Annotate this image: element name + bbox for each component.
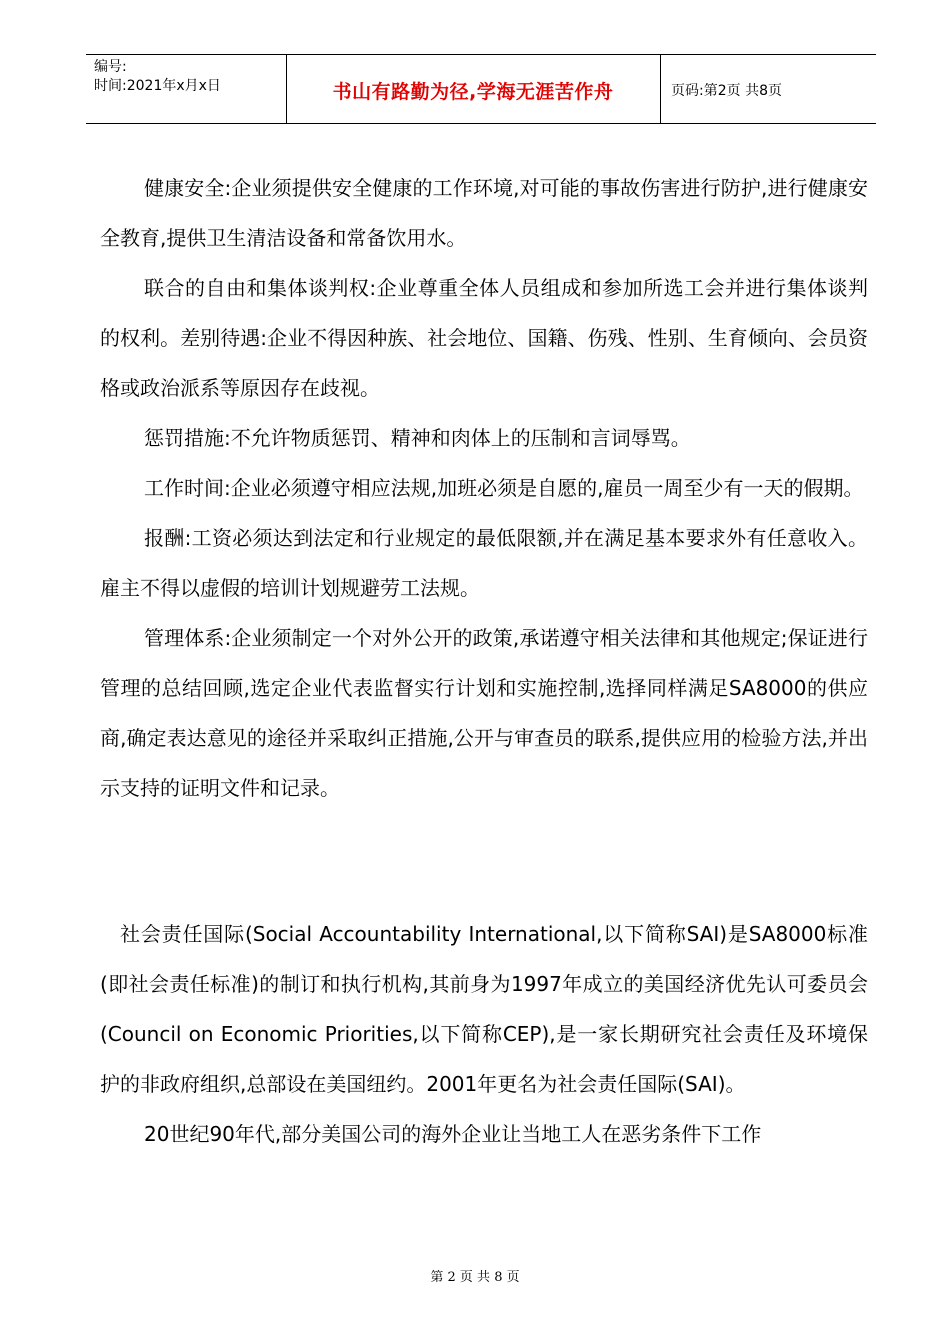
- paragraph-1990s: 20世纪90年代,部分美国公司的海外企业让当地工人在恶劣条件下工作: [144, 1122, 762, 1146]
- paragraph-association-discrimination: 联合的自由和集体谈判权:企业尊重全体人员组成和参加所选工会并进行集体谈判的权利。差别待遇:企业不得因种族、社会地位、国籍、伤残、性别、生育倾向、会员资格或政治派系等原因存在歧视。: [100, 276, 868, 400]
- document-date: 时间:2021年x月x日: [94, 78, 221, 94]
- section-gap: [100, 813, 868, 909]
- paragraph-compensation: 报酬:工资必须达到法定和行业规定的最低限额,并在满足基本要求外有任意收入。雇主不得以虚假的培训计划规避劳工法规。: [100, 526, 868, 600]
- paragraph-health-safety: 健康安全:企业须提供安全健康的工作环境,对可能的事故伤害进行防护,进行健康安全教育,提供卫生清洁设备和常备饮用水。: [100, 176, 868, 250]
- paragraph-discipline: 惩罚措施:不允许物质惩罚、精神和肉体上的压制和言词辱骂。: [144, 426, 691, 450]
- header-motto-cell: [286, 55, 661, 123]
- header-motto: 书山有路勤为径,学海无涯苦作舟: [332, 81, 614, 103]
- document-body: [100, 163, 868, 1159]
- header-page-info: 页码:第2页 共8页: [671, 83, 782, 99]
- page-header: [86, 54, 876, 124]
- paragraph-working-hours: 工作时间:企业必须遵守相应法规,加班必须是自愿的,雇员一周至少有一天的假期。: [144, 476, 864, 500]
- paragraph-sai-intro: 社会责任国际(Social Accountability International,以下简称SAI)是SA8000标准(即社会责任标准)的制订和执行机构,其前身为1997年成立的美国经济优先认可委员会(Council on Economic Priorities,以下简称CEP),是一家长期研究社会责任及环境保护的非政府组织,总部设在美国纽约。2001年更名为社会责任国际(SAI)。: [100, 922, 868, 1096]
- document-number-label: 编号:: [94, 59, 127, 75]
- page-footer: 第 2 页 共 8 页: [430, 1270, 520, 1285]
- header-page-cell: [661, 55, 876, 123]
- header-meta: [86, 55, 287, 123]
- paragraph-management-system: 管理体系:企业须制定一个对外公开的政策,承诺遵守相关法律和其他规定;保证进行管理的总结回顾,选定企业代表监督实行计划和实施控制,选择同样满足SA8000的供应商,确定表达意见的途径并采取纠正措施,公开与审查员的联系,提供应用的检验方法,并出示支持的证明文件和记录。: [100, 626, 868, 800]
